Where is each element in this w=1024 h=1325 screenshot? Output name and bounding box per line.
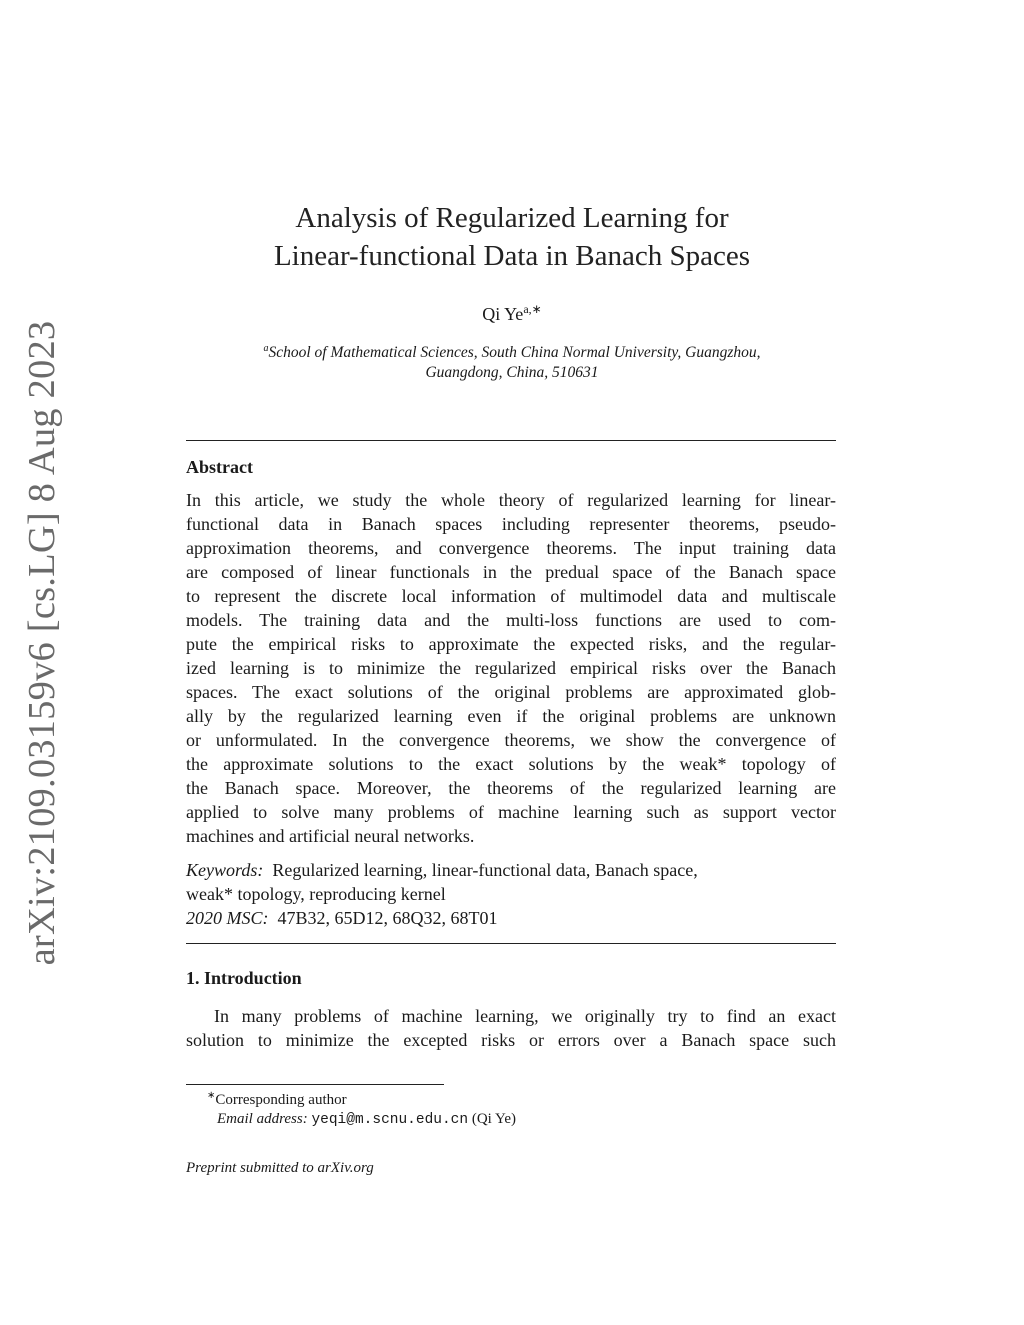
affiliation-line-2: Guangdong, China, 510631: [425, 364, 599, 381]
abstract-line: applied to solve many problems of machine learning such as support vector: [186, 802, 836, 822]
footnote-divider: [186, 1084, 444, 1085]
arxiv-identifier: arXiv:2109.03159v6 [cs.LG] 8 Aug 2023: [21, 320, 63, 965]
abstract-line: pute the empirical risks to approximate the expected risks, and the regular-: [186, 634, 836, 654]
intro-line: solution to minimize the excepted risks or errors over a Banach space such: [186, 1030, 836, 1050]
abstract-line: approximation theorems, and convergence theorems. The input training data: [186, 538, 836, 558]
keywords-line-2: weak* topology, reproducing kernel: [186, 884, 446, 904]
divider-bottom: [186, 943, 836, 944]
email-label: Email address:: [217, 1111, 308, 1127]
arxiv-side-stamp: [18, 320, 66, 965]
abstract-heading: Abstract: [186, 457, 253, 477]
abstract-line: models. The training data and the multi-loss functions are used to com-: [186, 610, 836, 630]
affiliation-line-1: $^a$School of Mathematical Sciences, South China Normal University, Guangzhou,: [263, 343, 761, 362]
abstract-line: the approximate solutions to the exact solutions by the weak* topology of: [186, 754, 836, 774]
author-name: Qi Ye: [482, 304, 524, 324]
author-marks: a,∗: [523, 302, 542, 316]
divider-top: [186, 440, 836, 441]
abstract-line: functional data in Banach spaces including representer theorems, pseudo-: [186, 514, 836, 534]
abstract-line: the Banach space. Moreover, the theorems of the regularized learning are: [186, 778, 836, 798]
author: [0, 302, 1024, 325]
footnote-email: [217, 1111, 516, 1128]
abstract-line: machines and artificial neural networks.: [186, 826, 475, 846]
abstract-line: ally by the regularized learning even if the original problems are unknown: [186, 706, 836, 726]
msc-line: [186, 906, 836, 930]
footnote-corresponding: ∗Corresponding author: [207, 1090, 347, 1108]
msc-label: 2020 MSC:: [186, 908, 269, 928]
intro-line: In many problems of machine learning, we originally try to find an exact: [214, 1006, 836, 1026]
abstract-line: spaces. The exact solutions of the original problems are approximated glob-: [186, 682, 836, 702]
keywords-label: Keywords:: [186, 860, 264, 880]
affiliation-mark: a: [263, 343, 269, 354]
footnote-mark: ∗: [207, 1090, 216, 1101]
abstract-line: are composed of linear functionals in the predual space of the Banach space: [186, 562, 836, 582]
paper-title-line-2: Linear-functional Data in Banach Spaces: [273, 240, 751, 272]
abstract-line: or unformulated. In the convergence theorems, we show the convergence of: [186, 730, 836, 750]
abstract-line: ized learning is to minimize the regularized empirical risks over the Banach: [186, 658, 836, 678]
msc-codes: 47B32, 65D12, 68Q32, 68T01: [277, 908, 498, 928]
email-address[interactable]: yeqi@m.scnu.edu.cn: [311, 1112, 469, 1128]
abstract-line: In this article, we study the whole theory of regularized learning for linear-: [186, 490, 836, 510]
paper-title-line-1: Analysis of Regularized Learning for: [295, 202, 729, 234]
preprint-notice: Preprint submitted to arXiv.org: [186, 1160, 374, 1176]
email-owner: (Qi Ye): [471, 1111, 517, 1127]
keywords-line-1: Keywords: Regularized learning, linear-functional data, Banach space,: [186, 860, 698, 880]
abstract-line: to represent the discrete local information of multimodel data and multiscale: [186, 586, 836, 606]
section-heading-introduction: 1. Introduction: [186, 968, 302, 988]
